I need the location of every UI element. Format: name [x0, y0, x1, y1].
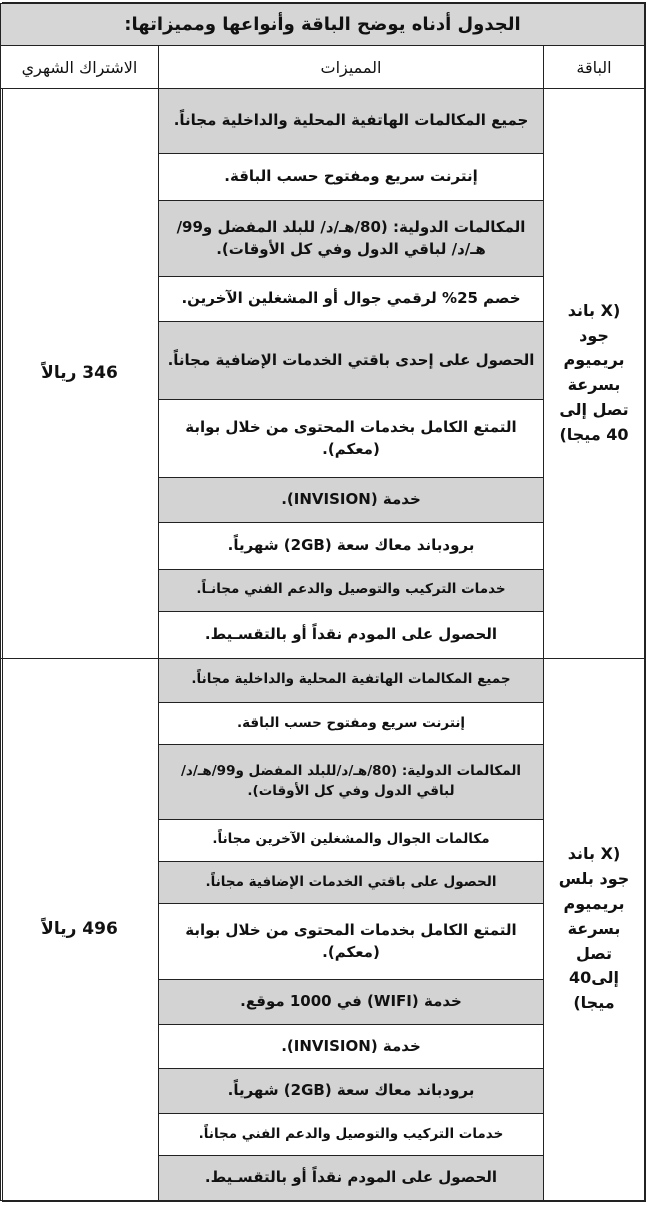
plan-2-feature-10: خدمات التركيب والتوصيل والدعم الفني مجاناً.	[159, 1113, 544, 1155]
plan-2-feature-4: مكالمات الجوال والمشغلين الآخرين مجاناً.	[159, 819, 544, 861]
plan-2-feature-6: التمتع الكامل بخدمات المحتوى من خلال بوابة (معكم).	[159, 904, 544, 980]
plan-1-price: 346 ريالاً	[0, 88, 158, 658]
plan-1-feature-2: إنترنت سريع ومفتوح حسب الباقة.	[159, 154, 544, 201]
plan-2-feature-5: الحصول على باقتي الخدمات الإضافية مجاناً.	[159, 861, 544, 903]
plan-1-feature-10: الحصول على المودم نقداً أو بالتقسـيط.	[159, 611, 544, 658]
plan-1-feature-4: خصم 25% لرقمي جوال أو المشغلين الآخرين.	[159, 277, 544, 321]
plan-2-feature-11: الحصول على المودم نقداً أو بالتقسـيط.	[159, 1156, 544, 1201]
package-table-frame	[2, 2, 646, 1202]
plan-1-feature-3: المكالمات الدولية: (80/هـ/د/ للبلد المفضل و99/هـ/د/ لباقي الدول وفي كل الأوقات).	[159, 200, 544, 276]
plan-2-feature-8: خدمة (INVISION).	[159, 1024, 544, 1068]
plan-1-feature-7: خدمة (INVISION).	[159, 478, 544, 522]
plan-1-name: (X باند جود بريميوم بسرعة تصل إلى 40 ميجا)	[544, 88, 645, 658]
plan-2-price: 496 ريالاً	[0, 658, 158, 1200]
header-package: الباقة	[544, 46, 645, 88]
plan-2-name: (X باند جود بلس بريميوم بسرعة تصل إلى40 ميجا)	[544, 658, 645, 1200]
plan-1-feature-6: التمتع الكامل بخدمات المحتوى من خلال بوابة (معكم).	[159, 400, 544, 478]
plan-1-feature-8: برودباند معاك سعة (2GB) شهرياً.	[159, 522, 544, 569]
header-subscription: الاشتراك الشهري	[0, 46, 158, 88]
plan-1-feature-5: الحصول على إحدى باقتي الخدمات الإضافية مجاناً.	[159, 321, 544, 399]
header-features: المميزات	[159, 46, 544, 88]
plan-2-feature-7: خدمة (WIFI) في 1000 موقع.	[159, 980, 544, 1024]
package-table	[0, 3, 645, 1201]
plan-2-feature-3: المكالمات الدولية: (80/هـ/د/للبلد المفضل و99/هـ/د/ لباقي الدول وفي كل الأوقات).	[159, 745, 544, 819]
plan-2-feature-2: إنترنت سريع ومفتوح حسب الباقة.	[159, 703, 544, 745]
plan-2-feature-1: جميع المكالمات الهاتفية المحلية والداخلية مجاناً.	[159, 658, 544, 702]
plan-1-feature-9: خدمات التركيب والتوصيل والدعم الفني مجانـاً.	[159, 569, 544, 611]
table-title: الجدول أدناه يوضح الباقة وأنواعها ومميزاتها:	[0, 4, 644, 46]
plan-2-feature-9: برودباند معاك سعة (2GB) شهرياً.	[159, 1069, 544, 1113]
plan-1-feature-1: جميع المكالمات الهاتفية المحلية والداخلية مجاناً.	[159, 88, 544, 154]
